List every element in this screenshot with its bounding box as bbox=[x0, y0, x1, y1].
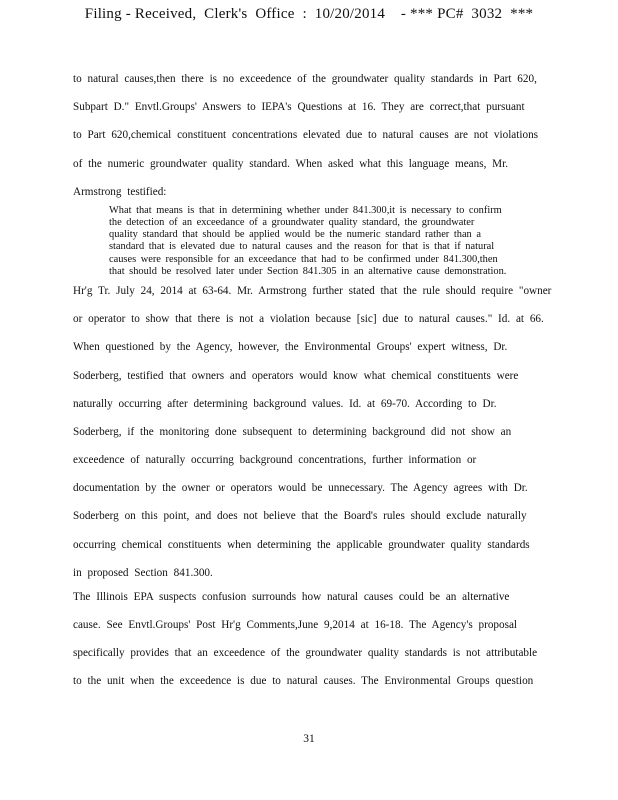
quote-line: the detection of an exceedance of a groundwater quality standard, the groundwater bbox=[109, 216, 475, 228]
text-line: to natural causes,then there is no exceedence of the groundwater quality standards in Part 620, bbox=[73, 73, 537, 85]
text-line: to Part 620,chemical constituent concentrations elevated due to natural causes are not violations bbox=[73, 129, 539, 142]
text-line: of the numeric groundwater quality standard. When asked what this language means, Mr. bbox=[73, 157, 509, 170]
document-body bbox=[73, 70, 552, 701]
text-line: Subpart D." Envtl.Groups' Answers to IEPA's Questions at 16. They are correct,that pursuant bbox=[73, 101, 525, 114]
text-line: When questioned by the Agency, however, the Environmental Groups' expert witness, Dr. bbox=[73, 341, 508, 354]
block-quote bbox=[109, 205, 529, 278]
quote-line: What that means is that in determining whether under 841.300,it is necessary to confirm bbox=[109, 204, 502, 216]
text-line: Soderberg, if the monitoring done subsequent to determining background did not show an bbox=[73, 425, 512, 438]
text-line: documentation by the owner or operators would be unnecessary. The Agency agrees with Dr. bbox=[73, 482, 528, 495]
text-line: Soderberg, testified that owners and operators would know what chemical constituents were bbox=[73, 369, 519, 382]
text-line: specifically provides that an exceedence of the groundwater quality standards is not attributable bbox=[73, 647, 538, 660]
paragraph-3 bbox=[73, 588, 538, 701]
quote-line: quality standard that should be applied would be the numeric standard rather than a bbox=[109, 229, 481, 241]
text-line: to the unit when the exceedence is due to natural causes. The Environmental Groups question bbox=[73, 675, 534, 688]
text-line: in proposed Section 841.300. bbox=[73, 566, 213, 579]
quote-line: standard that is elevated due to natural causes and the reason for that is that if natural bbox=[109, 241, 495, 253]
text-line: naturally occurring after determining background values. Id. at 69-70. According to Dr. bbox=[73, 397, 497, 410]
filing-header: Filing - Received, Clerk's Office : 10/20/2014 - *** PC# 3032 *** bbox=[84, 6, 534, 22]
text-line: Soderberg on this point, and does not believe that the Board's rules should exclude naturally bbox=[73, 510, 527, 523]
text-line: exceedence of naturally occurring background concentrations, further information or bbox=[73, 454, 477, 467]
paragraph-1 bbox=[73, 70, 539, 205]
text-line: or operator to show that there is not a violation because [sic] due to natural causes." Id. at 66. bbox=[73, 313, 544, 326]
text-line: Armstrong testified: bbox=[73, 185, 167, 198]
text-line: occurring chemical constituents when determining the applicable groundwater quality standards bbox=[73, 538, 530, 551]
page-number: 31 bbox=[303, 733, 315, 745]
quote-line: that should be resolved later under Section 841.305 in an alternative cause demonstration. bbox=[109, 265, 507, 277]
quote-line: causes were responsible for an exceedance that had to be confirmed under 841.300,then bbox=[109, 253, 498, 265]
text-line: The Illinois EPA suspects confusion surrounds how natural causes could be an alternative bbox=[73, 590, 510, 603]
text-line: Hr'g Tr. July 24, 2014 at 63-64. Mr. Armstrong further stated that the rule should require "owner bbox=[73, 284, 552, 297]
paragraph-2 bbox=[73, 282, 552, 588]
text-line: cause. See Envtl.Groups' Post Hr'g Comments,June 9,2014 at 16-18. The Agency's proposal bbox=[73, 619, 518, 632]
